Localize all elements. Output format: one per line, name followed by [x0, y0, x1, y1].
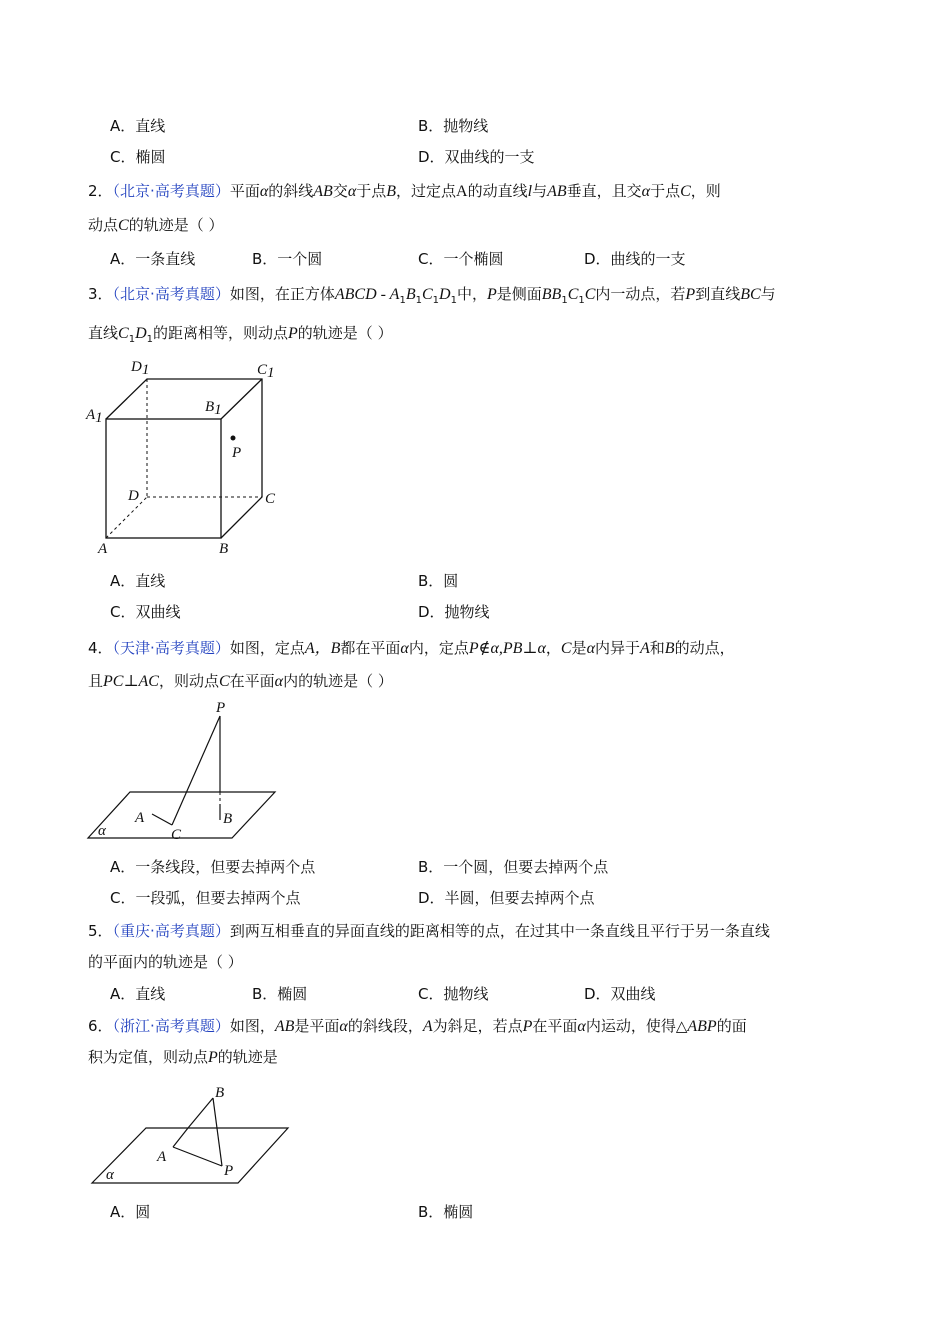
q5-option-c[interactable]: C．抛物线 [418, 985, 489, 1003]
q5-source: （重庆·高考真题） [112, 922, 230, 940]
q2-number: 2． [88, 182, 113, 200]
q3-stem-line1: 3．（北京·高考真题）如图，在正方体ABCD - $A_1B_1C_1D_1$中，P是侧面$BB_1C_1C$内一动点，若P到直线BC与 [88, 285, 776, 306]
q3-option-c[interactable]: C．双曲线 [110, 603, 181, 621]
q5-option-d[interactable]: D．双曲线 [584, 985, 656, 1003]
label-a: A [157, 1149, 167, 1165]
label-p: P [224, 1163, 234, 1179]
q4-option-a[interactable]: A．一条线段，但要去掉两个点 [110, 858, 316, 876]
label-b1: B1 [205, 399, 222, 418]
q4-source: （天津·高考真题） [112, 639, 230, 657]
q2-option-d[interactable]: D．曲线的一支 [584, 250, 686, 268]
segment-bp [213, 1098, 222, 1166]
label-alpha: α [98, 823, 106, 839]
q6-source: （浙江·高考真题） [112, 1017, 230, 1035]
q2-option-b[interactable]: B．一个圆 [252, 250, 323, 268]
q5-number: 5． [88, 922, 113, 940]
q4-number: 4． [88, 639, 113, 657]
label-b: B [219, 541, 229, 557]
label-d1: D1 [131, 359, 150, 378]
q6-stem-line2: 积为定值，则动点P的轨迹是 [88, 1048, 278, 1066]
q4-option-b[interactable]: B．一个圆，但要去掉两个点 [418, 858, 609, 876]
q1-option-d[interactable]: D．双曲线的一支 [418, 148, 535, 166]
q3-option-a[interactable]: A．直线 [110, 572, 166, 590]
q2-stem-line2: 动点C的轨迹是（ ） [88, 216, 224, 234]
q2-option-c[interactable]: C．一个椭圆 [418, 250, 504, 268]
q6-number: 6． [88, 1017, 113, 1035]
q5-stem-line2: 的平面内的轨迹是（ ） [88, 953, 243, 971]
label-b: B [215, 1085, 225, 1101]
q6-option-b[interactable]: B．椭圆 [418, 1203, 474, 1221]
segment-ap [173, 1147, 222, 1166]
label-p: P [216, 700, 226, 716]
segment-ba-lower [173, 1128, 188, 1147]
label-p: P [232, 445, 242, 461]
label-alpha: α [106, 1167, 114, 1183]
q2-option-a[interactable]: A．一条直线 [110, 250, 196, 268]
q1-option-b[interactable]: B．抛物线 [418, 117, 489, 135]
q6-stem-line1: 6．（浙江·高考真题）如图，AB是平面α的斜线段，A为斜足，若点P在平面α内运动，使得△ABP的面 [88, 1017, 747, 1035]
q3-option-d[interactable]: D．抛物线 [418, 603, 490, 621]
label-c: C [265, 491, 276, 507]
q5-option-b[interactable]: B．椭圆 [252, 985, 308, 1003]
q1-option-c[interactable]: C．椭圆 [110, 148, 166, 166]
q5-option-a[interactable]: A．直线 [110, 985, 166, 1003]
q4-option-d[interactable]: D．半圆，但要去掉两个点 [418, 889, 595, 907]
q3-stem-line2: 直线$C_1D_1$的距离相等，则动点P的轨迹是（ ） [88, 324, 393, 345]
q3-source: （北京·高考真题） [112, 285, 230, 303]
q2-stem-line1: 2．（北京·高考真题）平面α的斜线AB交α于点B，过定点A的动直线l与AB垂直，且交α于点C，则 [88, 182, 721, 200]
segment-ba-upper [188, 1098, 213, 1128]
q4-option-c[interactable]: C．一段弧，但要去掉两个点 [110, 889, 301, 907]
q4-stem-line2: 且PC⊥AC，则动点C在平面α内的轨迹是（ ） [88, 672, 393, 690]
label-b: B [223, 811, 233, 827]
plane-alpha [92, 1128, 288, 1183]
label-c1: C1 [257, 362, 275, 381]
label-a1: A1 [86, 407, 103, 426]
label-a: A [135, 810, 145, 826]
label-c: C [171, 827, 182, 843]
q2-source: （北京·高考真题） [112, 182, 230, 200]
q5-stem-line1: 5．（重庆·高考真题）到两互相垂直的异面直线的距离相等的点，在过其中一条直线且平行于另一条直线 [88, 922, 770, 940]
q6-option-a[interactable]: A．圆 [110, 1203, 151, 1221]
q3-number: 3． [88, 285, 113, 303]
q4-stem-line1: 4．（天津·高考真题）如图，定点A，B都在平面α内，定点P∉α,PB⊥α，C是α内异于A和B的动点， [88, 639, 735, 657]
q1-option-a[interactable]: A．直线 [110, 117, 166, 135]
label-a: A [98, 541, 108, 557]
q3-option-b[interactable]: B．圆 [418, 572, 459, 590]
label-d: D [128, 488, 139, 504]
